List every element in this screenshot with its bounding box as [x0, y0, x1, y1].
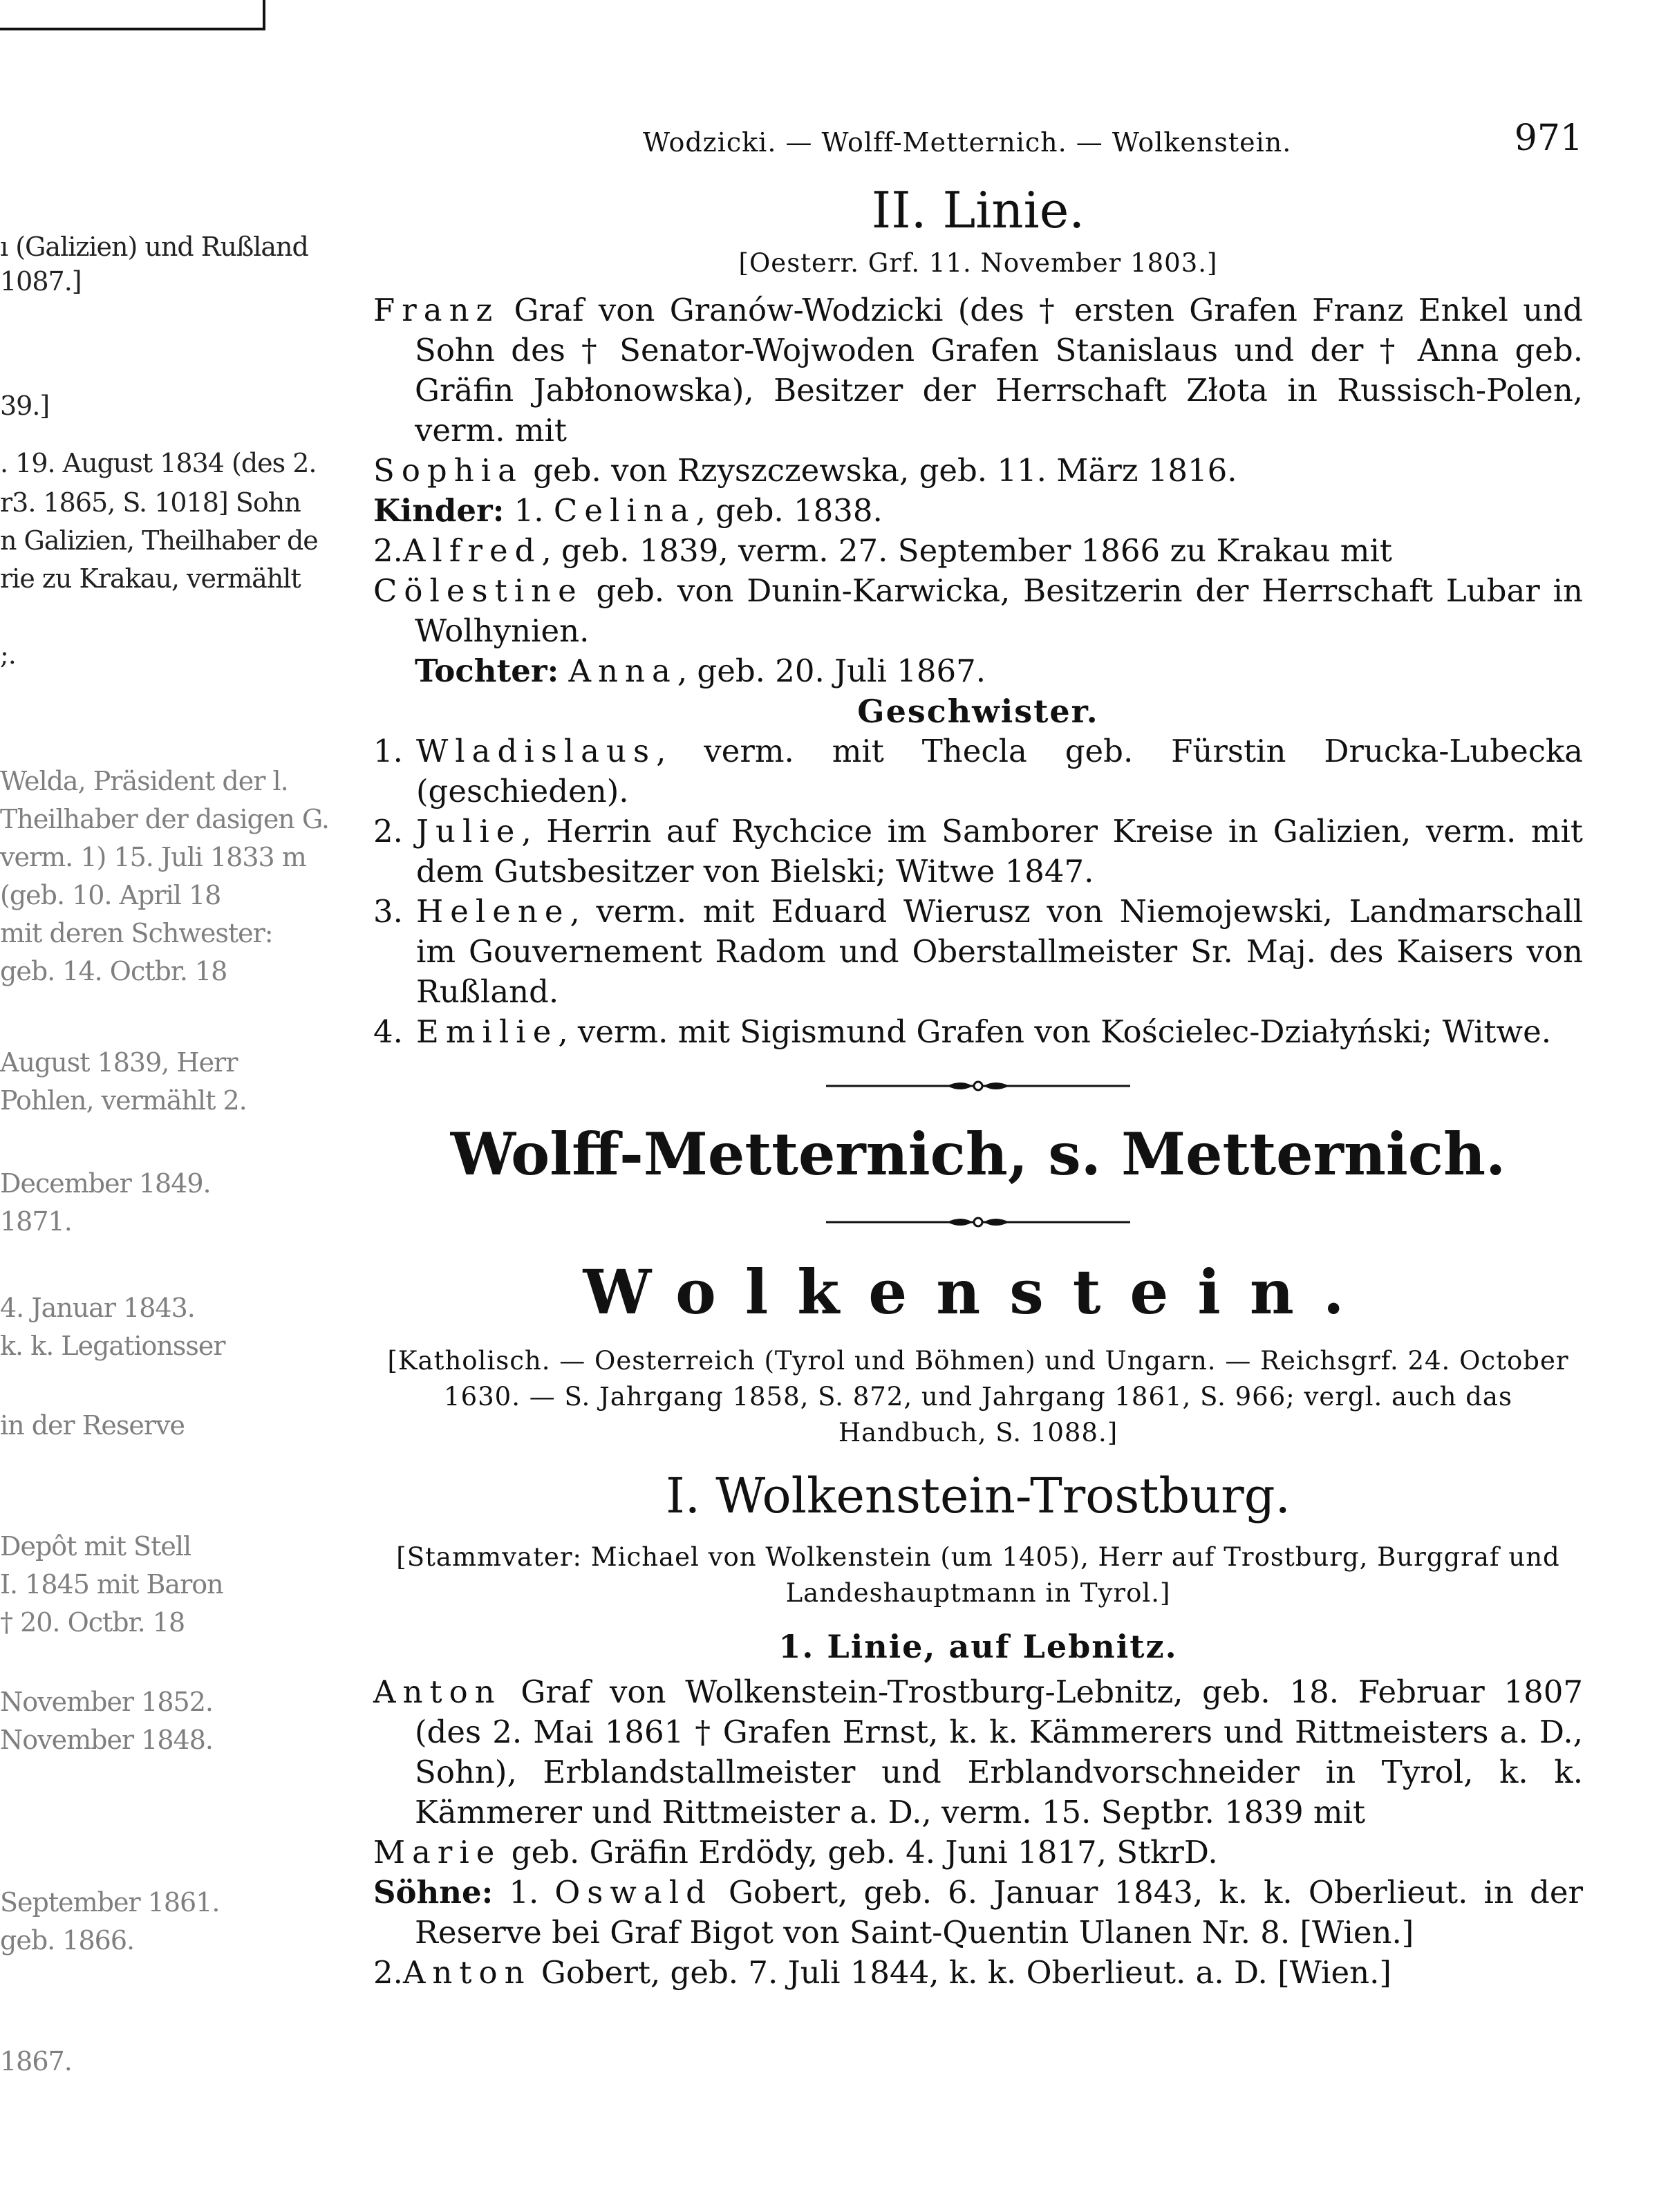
item-number: 1. [504, 492, 554, 529]
entry-text: , geb. 1839, verm. 27. September 1866 zu Krakau mit [541, 532, 1392, 569]
fragment-line: ı (Galizien) und Rußland [0, 232, 308, 262]
line1-note: [Stammvater: Michael von Wolkenstein (um 1405), Herr auf Trostburg, Burggraf und Landeshauptmann in Tyrol.] [396, 1542, 1560, 1608]
item-number: 2. [373, 532, 403, 569]
fragment-line: August 1839, Herr [0, 1047, 238, 1078]
fragment-line: (geb. 10. April 18 [0, 880, 221, 910]
entry-coelestine [373, 571, 1583, 651]
fragment-line: December 1849. [0, 1168, 211, 1199]
line1-heading: I. Wolkenstein-Trostburg. [666, 1468, 1291, 1524]
entry-text: , geb. 1838. [695, 492, 883, 529]
geschwister-item [373, 731, 1583, 812]
person-name: Cölestine [373, 572, 583, 609]
entry-franz [373, 290, 1583, 451]
entry-text: , verm. mit Sigismund Grafen von Kościelec-Działyński; Witwe. [558, 1013, 1552, 1050]
fragment-line: Welda, Präsident der l. [0, 766, 288, 796]
section-heading-linie-2: II. Linie. [871, 181, 1085, 239]
entry-soehne [373, 1873, 1583, 1953]
soehne-label: Söhne: [373, 1874, 494, 1911]
running-title: Wodzicki. — Wolff-Metternich. — Wolkenstein. [643, 127, 1292, 158]
fragment-line: Theilhaber der dasigen G. [0, 804, 329, 834]
ornament-divider [373, 1212, 1583, 1232]
entry-text: , verm. mit Eduard Wierusz von Niemojewski, Landmarschall im Gouvernement Radom und Oberstallmeister Sr. Maj. des Kaisers von Rußland. [416, 893, 1583, 1010]
fragment-line: November 1848. [0, 1725, 213, 1755]
fragment-line: September 1861. [0, 1887, 220, 1918]
fragment-line: geb. 1866. [0, 1925, 135, 1956]
running-header [373, 118, 1583, 166]
fragment-line: geb. 14. Octbr. 18 [0, 956, 227, 986]
entry-text: , geb. 20. Juli 1867. [677, 653, 986, 689]
wolkenstein-title: Wolkenstein. [583, 1256, 1374, 1328]
entry-text: geb. Gräfin Erdödy, geb. 4. Juni 1817, StkrD. [501, 1834, 1218, 1871]
fragment-line: verm. 1) 15. Juli 1833 m [0, 842, 306, 872]
fragment-line: mit deren Schwester: [0, 918, 273, 948]
entry-sophia [373, 451, 1583, 491]
fragment-line: k. k. Legationsser [0, 1331, 225, 1361]
person-name: Sophia [373, 452, 523, 489]
geschwister-item [373, 812, 1583, 892]
item-number: 4. [373, 1013, 403, 1050]
fragment-line: November 1852. [0, 1687, 213, 1717]
person-name: Oswald [554, 1874, 713, 1911]
person-name: Emilie [416, 1013, 559, 1050]
fragment-line: 39.] [0, 391, 50, 421]
wolff-metternich-title: Wolff-Metternich, s. Metternich. [450, 1120, 1506, 1188]
fragment-line: 4. Januar 1843. [0, 1293, 195, 1323]
entry-tochter [373, 651, 1583, 691]
sub-heading: 1. Linie, auf Lebnitz. [778, 1628, 1178, 1665]
entry-alfred [373, 531, 1583, 571]
person-name: Celina [553, 492, 696, 529]
person-name: Marie [373, 1834, 502, 1871]
kinder-label: Kinder: [373, 492, 505, 529]
person-name: Anton [402, 1954, 532, 1991]
fragment-line: Pohlen, vermählt 2. [0, 1085, 247, 1116]
fragment-line: in der Reserve [0, 1410, 185, 1441]
fragment-line: rie zu Krakau, vermählt [0, 563, 301, 594]
geschwister-item [373, 892, 1583, 1012]
tochter-label: Tochter: [415, 653, 559, 689]
person-name: Wladislaus [416, 733, 657, 769]
left-page-fragment [0, 0, 329, 2212]
fragment-line: † 20. Octbr. 18 [0, 1607, 185, 1638]
entry-text: , verm. mit Thecla geb. Fürstin Drucka-Lubecka (geschieden). [416, 733, 1583, 809]
entry-text: geb. von Rzyszczewska, geb. 11. März 1816. [523, 452, 1237, 489]
entry-text: geb. von Dunin-Karwicka, Besitzerin der Herrschaft Lubar in Wolhynien. [415, 572, 1583, 649]
person-name: Anna [568, 653, 677, 689]
entry-marie [373, 1833, 1583, 1873]
main-column [373, 118, 1583, 1993]
fragment-line: I. 1845 mit Baron [0, 1569, 223, 1600]
person-name: Anton [373, 1674, 502, 1710]
wolkenstein-note: [Katholisch. — Oesterreich (Tyrol und Böhmen) und Ungarn. — Reichsgrf. 24. October 1630. — S. Jahrgang 1858, S. 872, und Jahrgang 1861, S. 966; vergl. auch das Handbuch, S. 1088.] [387, 1346, 1569, 1447]
fragment-line: 1087.] [0, 266, 82, 297]
section-note: [Oesterr. Grf. 11. November 1803.] [738, 248, 1218, 278]
entry-text: , Herrin auf Rychcice im Samborer Kreise in Galizien, verm. mit dem Gutsbesitzer von Bielski; Witwe 1847. [416, 813, 1583, 890]
fragment-line: Depôt mit Stell [0, 1531, 191, 1562]
fragment-line: ;. [0, 639, 16, 670]
fragment-line: 1871. [0, 1206, 72, 1237]
person-name: Helene [416, 893, 570, 930]
fragment-line: n Galizien, Theilhaber de [0, 525, 318, 556]
item-number: 1. [373, 733, 403, 769]
page-number: 971 [1514, 118, 1583, 159]
ornament-rule-icon [826, 1076, 1130, 1096]
entry-text: Graf von Wolkenstein-Trostburg-Lebnitz, geb. 18. Februar 1807 (des 2. Mai 1861 † Grafen Ernst, k. k. Kämmerers und Rittmeisters a. D., Sohn), Erblandstallmeister und Erblandvorschneider in Tyrol, k. k. Kämmerer und Rittmeister a. D., verm. 15. Septbr. 1839 mit [415, 1674, 1583, 1830]
fragment-line: r3. 1865, S. 1018] Sohn [0, 487, 301, 518]
facing-page-frame [0, 0, 265, 30]
geschwister-heading: Geschwister. [857, 693, 1099, 730]
item-number: 2. [373, 813, 403, 850]
entry-kinder [373, 491, 1583, 531]
fragment-line: . 19. August 1834 (des 2. [0, 448, 317, 478]
entry-text: Gobert, geb. 6. Januar 1843, k. k. Oberlieut. in der Reserve bei Graf Bigot von Saint-Quentin Ulanen Nr. 8. [Wien.] [415, 1874, 1583, 1951]
entry-anton-gobert [373, 1953, 1583, 1993]
item-number: 3. [373, 893, 403, 930]
entry-text: Graf von Granów-Wodzicki (des † ersten Grafen Franz Enkel und Sohn des † Senator-Wojwoden Grafen Stanislaus und der † Anna geb. Gräfin Jabłonowska), Besitzer der Herrschaft Złota in Russisch-Polen, verm. mit [415, 292, 1583, 449]
item-number: 1. [493, 1874, 555, 1911]
entry-text: Gobert, geb. 7. Juli 1844, k. k. Oberlieut. a. D. [Wien.] [531, 1954, 1391, 1991]
item-number: 2. [373, 1954, 403, 1991]
fragment-line: 1867. [0, 2046, 72, 2077]
ornament-rule-icon [826, 1212, 1130, 1232]
person-name: Alfred [402, 532, 542, 569]
person-name: Julie [416, 813, 522, 850]
geschwister-item [373, 1012, 1583, 1052]
ornament-divider [373, 1076, 1583, 1096]
person-name: Franz [373, 292, 500, 328]
entry-anton [373, 1672, 1583, 1833]
